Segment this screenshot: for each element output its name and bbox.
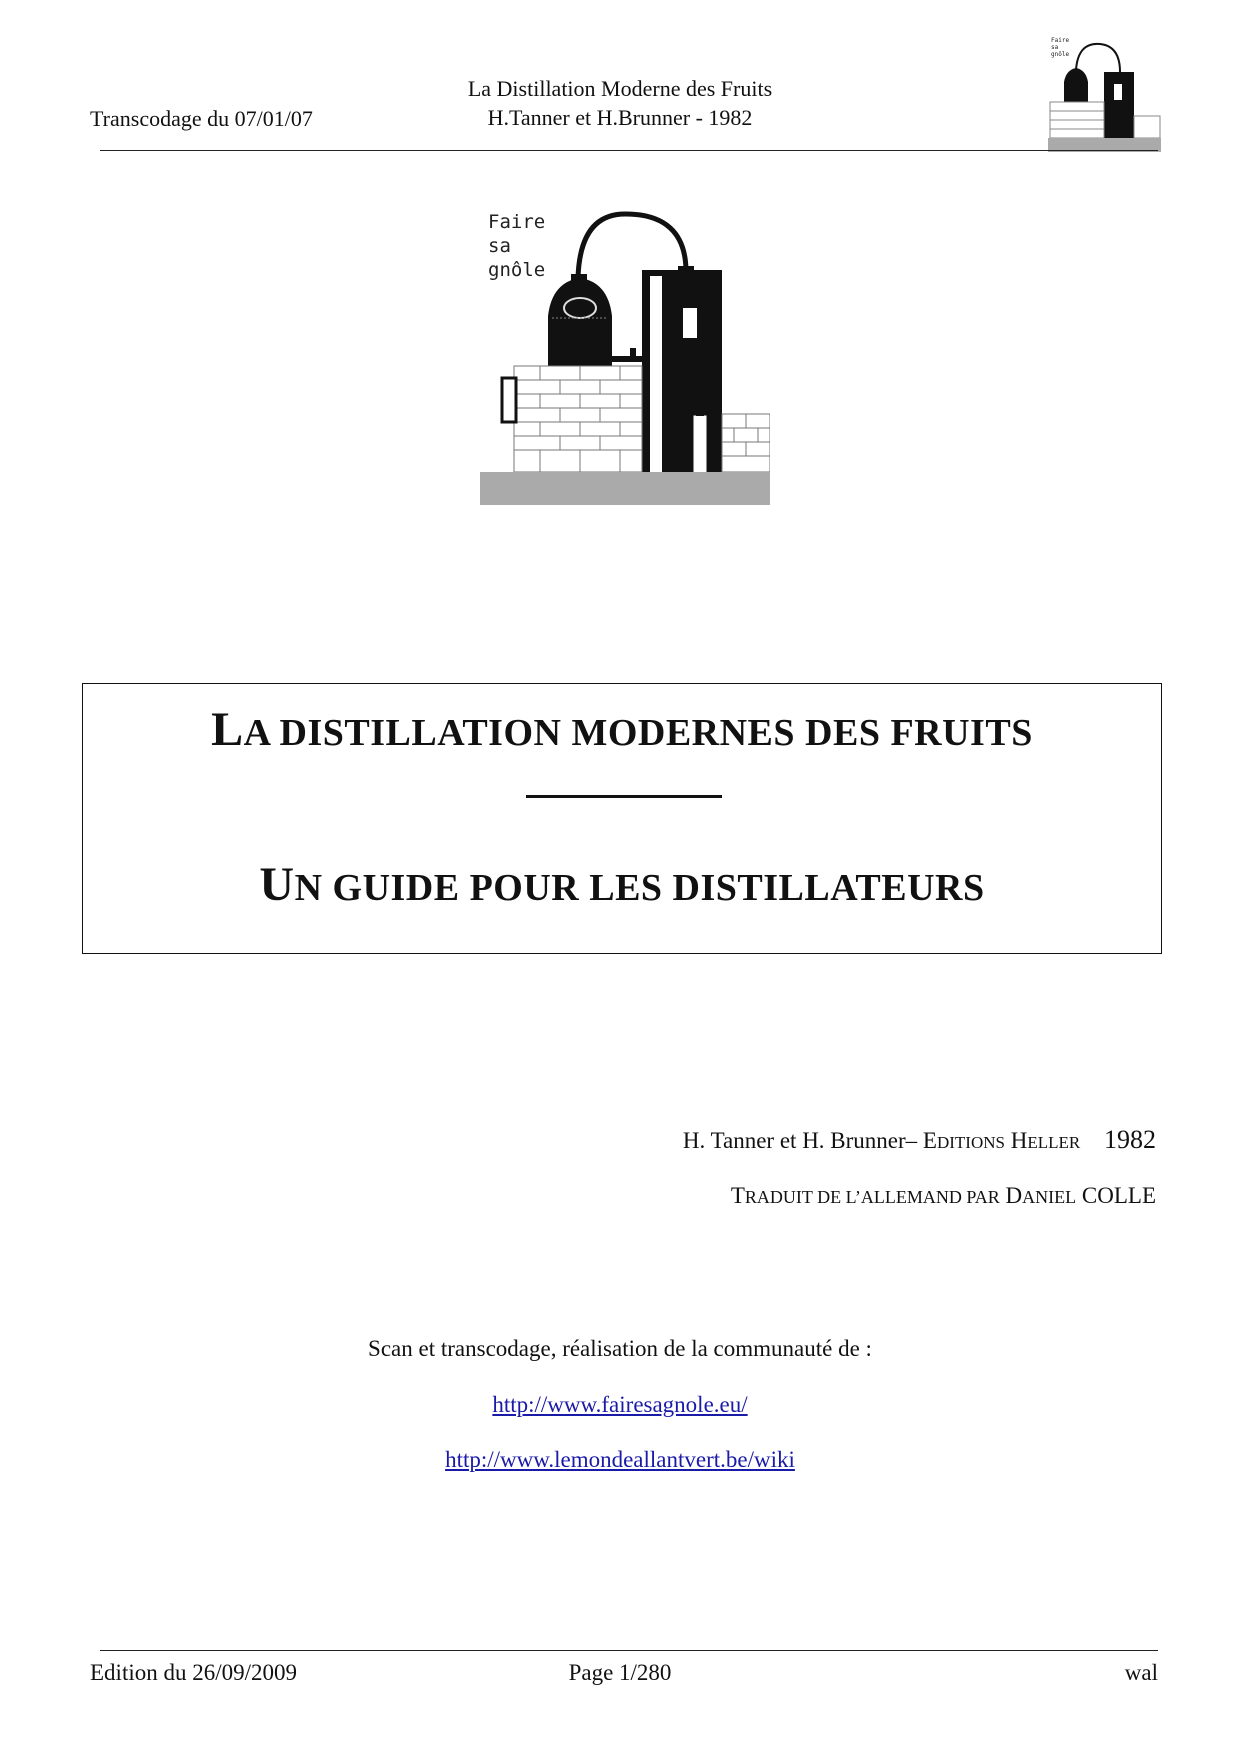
logo-small-text-3: gnôle: [1051, 51, 1070, 58]
main-title-initial: L: [211, 703, 244, 756]
logo-small-text-2: sa: [1051, 44, 1059, 51]
main-title: [83, 702, 1161, 757]
credits-link-container-1: [0, 1392, 1240, 1418]
publisher-rest-2: ELLER: [1027, 1133, 1081, 1152]
footer-divider: [100, 1650, 1158, 1651]
authors: H. Tanner et H. Brunner–: [682, 1128, 918, 1153]
header-title: La Distillation Moderne des Fruits: [467, 76, 773, 101]
header-left-text: Transcodage du 07/01/07: [90, 106, 313, 131]
illustration-text-faire: Faire: [488, 211, 546, 233]
fairesagnole-link[interactable]: http://www.fairesagnole.eu/: [492, 1392, 748, 1417]
publisher: [923, 1128, 1080, 1153]
main-title-rest: A DISTILLATION MODERNES DES FRUITS: [243, 712, 1033, 754]
illustration-text-gnole: gnôle: [488, 259, 546, 281]
translator-line: [731, 1183, 1156, 1209]
publisher-rest-1: DITIONS: [936, 1133, 1005, 1152]
lemondeallantvert-link[interactable]: http://www.lemondeallantvert.be/wiki: [445, 1447, 795, 1472]
translator-initial: D: [1005, 1183, 1023, 1208]
title-box: [82, 683, 1162, 954]
credits-link-container-2: [0, 1447, 1240, 1473]
header-divider: [100, 150, 1158, 151]
logo-small-text-1: Faire: [1051, 37, 1070, 44]
credits-text: Scan et transcodage, réalisation de la communauté de :: [368, 1336, 872, 1361]
subtitle-initial: U: [259, 858, 295, 911]
footer-edition-date: Edition du 26/09/2009: [90, 1660, 297, 1685]
illustration-text-sa: sa: [488, 235, 511, 257]
footer-page-number: Page 1/280: [568, 1660, 672, 1685]
translated-initial: T: [730, 1183, 745, 1208]
subtitle: [83, 857, 1161, 912]
author-publisher-line: [683, 1125, 1156, 1155]
header-authors: H.Tanner et H.Brunner - 1982: [487, 105, 753, 130]
publication-year: 1982: [1104, 1125, 1156, 1154]
distillation-still-illustration: [480, 200, 770, 505]
still-logo-icon: [1048, 34, 1161, 152]
subtitle-rest: N GUIDE POUR LES DISTILLATEURS: [294, 867, 985, 909]
header-center: [400, 74, 840, 132]
translated-rest: RADUIT DE L’ALLEMAND PAR: [744, 1187, 1000, 1207]
translator-surname: COLLE: [1081, 1183, 1156, 1208]
footer-author-initials: wal: [1124, 1660, 1158, 1685]
translator-rest: ANIEL: [1022, 1187, 1077, 1207]
title-separator: [526, 795, 722, 798]
publisher-initial-1: E: [922, 1128, 937, 1153]
illustration-ground: [480, 472, 770, 505]
publisher-initial-2: H: [1010, 1128, 1028, 1153]
